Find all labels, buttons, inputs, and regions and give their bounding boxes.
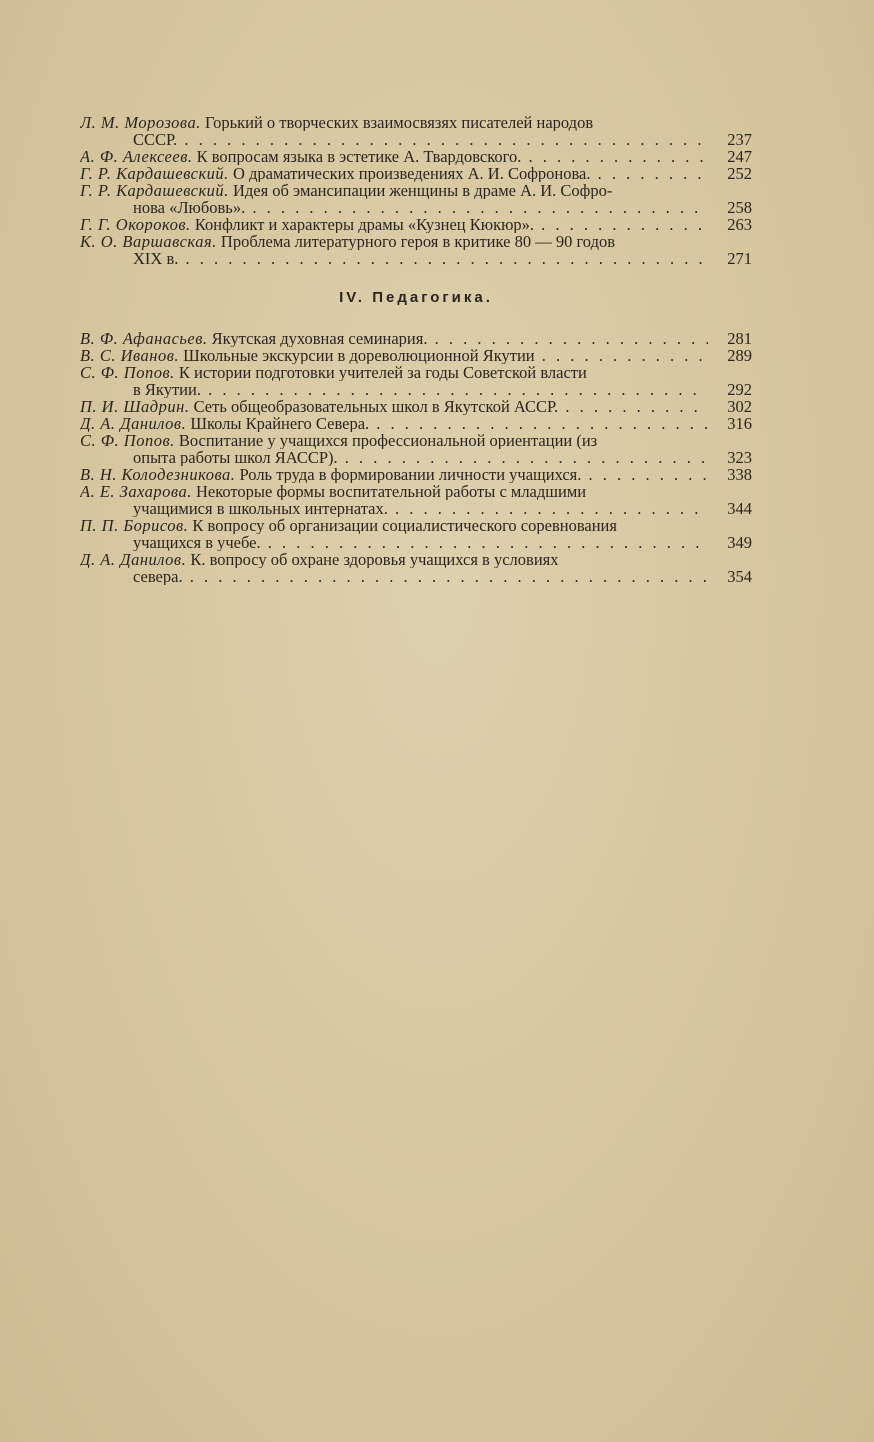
entry-author: А. Ф. Алексеев. <box>80 148 193 165</box>
toc-entry <box>80 182 752 216</box>
entry-page: 316 <box>727 414 752 433</box>
toc-entry <box>80 216 752 233</box>
toc-entry <box>80 165 752 182</box>
entry-author: К. О. Варшавская. <box>80 233 217 250</box>
entry-page: 252 <box>727 164 752 183</box>
entry-title: К истории подготовки учителей за годы Советской власти <box>174 364 587 381</box>
entry-title: Якутская духовная семинария. <box>207 330 428 347</box>
entry-page: 338 <box>727 465 752 484</box>
entry-title: К вопросу об организации социалистического соревнования <box>188 517 617 534</box>
toc-entry <box>80 114 752 148</box>
entry-title-cont: севера. <box>133 568 183 585</box>
entry-title: Проблема литературного героя в критике 80 — 90 годов <box>216 233 616 250</box>
entry-page: 344 <box>727 499 752 518</box>
entry-author: Л. М. Морозова. <box>80 114 201 131</box>
entry-author: Д. А. Данилов. <box>80 415 187 432</box>
entry-page: 263 <box>727 215 752 234</box>
entry-author: П. П. Борисов. <box>80 517 189 534</box>
entry-title-cont: учащихся в учебе. <box>133 534 261 551</box>
entry-title-cont: опыта работы школ ЯАССР). <box>133 449 338 466</box>
entry-title: Школы Крайнего Севера. <box>186 415 370 432</box>
toc-entry <box>80 483 752 517</box>
entry-author: Г. Р. Кардашевский. <box>80 165 229 182</box>
entry-author: В. С. Иванов. <box>80 347 180 364</box>
entry-page: 281 <box>727 329 752 348</box>
entry-author: П. И. Шадрин. <box>80 398 190 415</box>
entry-title-cont: СССР. <box>133 131 178 148</box>
toc-entry <box>80 233 752 267</box>
entry-author: Г. Г. Окороков. <box>80 216 191 233</box>
entry-title: К. вопросу об охране здоровья учащихся в условиях <box>186 551 559 568</box>
toc-entry <box>80 432 752 466</box>
entry-author: С. Ф. Попов. <box>80 364 175 381</box>
toc-section <box>80 114 752 267</box>
entry-author: Д. А. Данилов. <box>80 551 187 568</box>
entry-page: 271 <box>727 249 752 268</box>
entry-title-cont: в Якутии. <box>133 381 201 398</box>
toc-entry <box>80 466 752 483</box>
entry-title: Конфликт и характеры драмы «Кузнец Кюкюр». <box>190 216 535 233</box>
table-of-contents <box>80 114 752 585</box>
entry-title-cont: учащимися в школьных интернатах. <box>133 500 388 517</box>
entry-page: 237 <box>727 130 752 149</box>
entry-title: Горький о творческих взаимосвязях писателей народов <box>200 114 594 131</box>
entry-page: 302 <box>727 397 752 416</box>
toc-entry <box>80 330 752 347</box>
entry-title: Идея об эмансипации женщины в драме А. И. Софро- <box>228 182 613 199</box>
entry-author: В. Н. Колодезникова. <box>80 466 236 483</box>
entry-author: С. Ф. Попов. <box>80 432 175 449</box>
entry-title: Сеть общеобразовательных школ в Якутской АССР. <box>189 398 559 415</box>
entry-page: 354 <box>727 567 752 586</box>
toc-entry <box>80 364 752 398</box>
entry-author: А. Е. Захарова. <box>80 483 192 500</box>
section-heading: IV. Педагогика. <box>339 289 493 306</box>
entry-title: О драматических произведениях А. И. Софронова. <box>228 165 591 182</box>
toc-section <box>80 330 752 585</box>
entry-page: 323 <box>727 448 752 467</box>
toc-entry <box>80 347 752 364</box>
toc-entry <box>80 148 752 165</box>
entry-author: В. Ф. Афанасьев. <box>80 330 208 347</box>
toc-entry <box>80 517 752 551</box>
entry-page: 247 <box>727 147 752 166</box>
entry-page: 258 <box>727 198 752 217</box>
entry-author: Г. Р. Кардашевский. <box>80 182 229 199</box>
entry-title: Роль труда в формировании личности учащихся. <box>235 466 582 483</box>
entry-title-cont: нова «Любовь». <box>133 199 246 216</box>
entry-title: Воспитание у учащихся профессиональной ориентации (из <box>174 432 598 449</box>
toc-entry <box>80 415 752 432</box>
entry-title: Некоторые формы воспитательной работы с младшими <box>191 483 587 500</box>
entry-page: 292 <box>727 380 752 399</box>
toc-entry <box>80 551 752 585</box>
entry-page: 349 <box>727 533 752 552</box>
entry-page: 289 <box>727 346 752 365</box>
entry-title: К вопросам языка в эстетике А. Твардовского. <box>192 148 522 165</box>
entry-title-cont: XIX в. <box>133 250 179 267</box>
toc-entry <box>80 398 752 415</box>
entry-title: Школьные экскурсии в дореволюционной Якутии <box>179 347 535 364</box>
